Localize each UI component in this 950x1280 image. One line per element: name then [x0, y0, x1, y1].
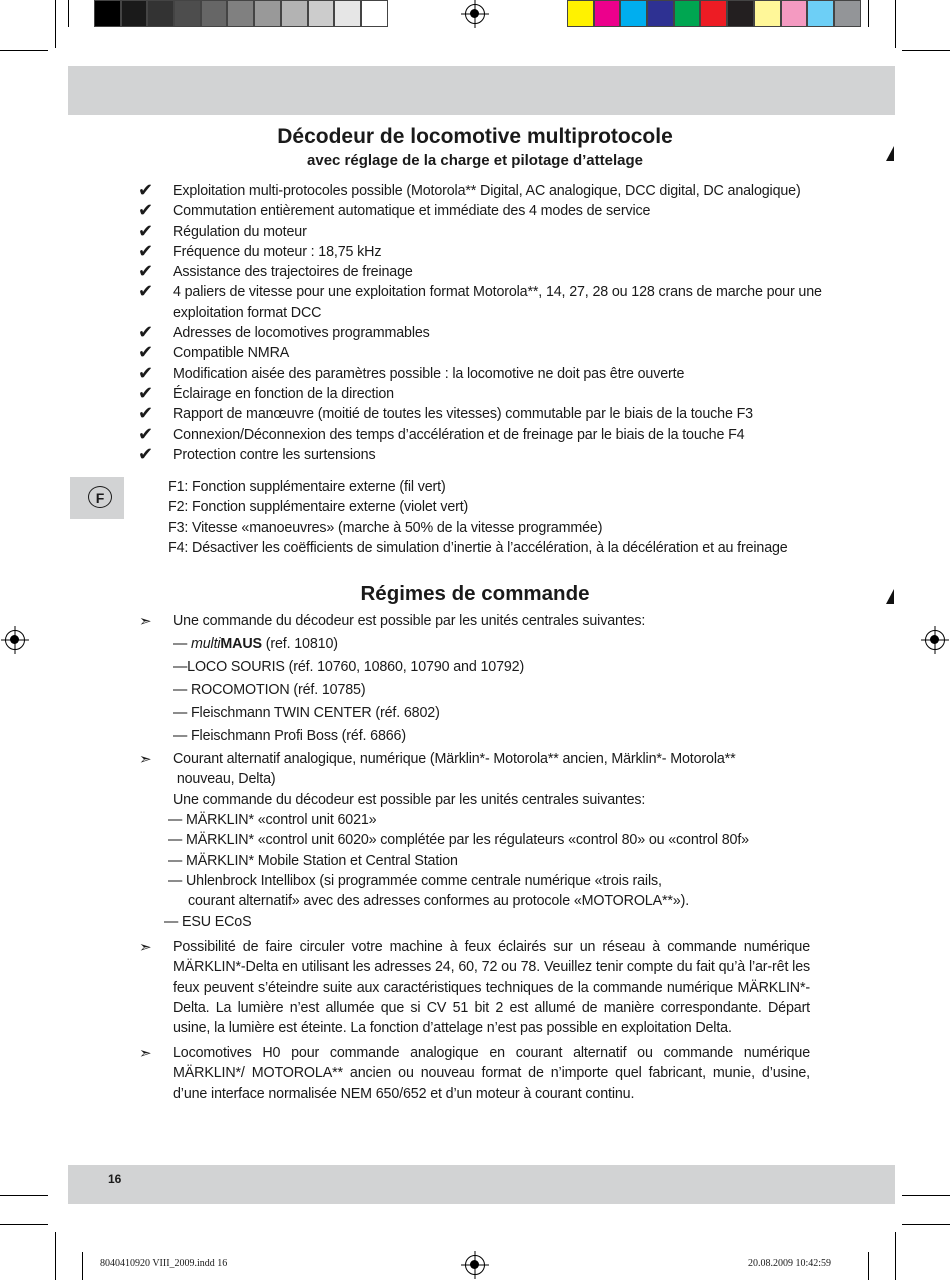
color-swatch — [807, 0, 834, 27]
registration-mark-icon — [465, 4, 485, 24]
check-icon: ✔ — [138, 240, 153, 261]
crop-mark — [0, 1224, 48, 1225]
crop-mark — [895, 1232, 896, 1280]
color-swatch — [754, 0, 781, 27]
color-swatch — [674, 0, 701, 27]
gray-swatch — [201, 0, 228, 27]
feature-text: Fréquence du moteur : 18,75 kHz — [173, 243, 382, 260]
gray-swatch — [94, 0, 121, 27]
check-icon: ✔ — [138, 382, 153, 403]
check-icon: ✔ — [138, 281, 153, 302]
check-icon: ✔ — [138, 423, 153, 444]
dcc-unit-item: — Fleischmann TWIN CENTER (réf. 6802) — [173, 705, 440, 722]
page-number: 16 — [108, 1172, 122, 1186]
check-icon: ✔ — [138, 443, 153, 464]
feature-text: Protection contre les surtensions — [173, 446, 376, 463]
feature-item — [138, 425, 828, 445]
gray-swatch — [334, 0, 361, 27]
page-title: Décodeur de locomotive multiprotocole — [277, 125, 673, 148]
color-calibration-bar — [567, 0, 861, 27]
crop-mark — [902, 1224, 950, 1225]
dcc-unit-item: —LOCO SOURIS (réf. 10760, 10860, 10790 and 10792) — [173, 659, 525, 676]
language-tab-label: F — [88, 486, 112, 508]
gray-swatch — [174, 0, 201, 27]
ac-block — [173, 749, 810, 810]
ac-line-2: nouveau, Delta) — [173, 771, 276, 788]
feature-text: Commutation entièrement automatique et immédiate des 4 modes de service — [173, 203, 651, 220]
multimaus-maus: MAUS — [220, 636, 262, 653]
function-key-item: F2: Fonction supplémentaire externe (violet vert) — [168, 499, 469, 516]
ac-unit-item: — Uhlenbrock Intellibox (si programmée comme centrale numérique «trois rails, — [168, 872, 662, 889]
registration-mark-icon — [5, 630, 25, 650]
dcc-unit-item: — ROCOMOTION (réf. 10785) — [173, 682, 366, 699]
ac-unit-item: — MÄRKLIN* Mobile Station et Central Station — [168, 852, 458, 869]
multimaus-multi: multi — [190, 636, 221, 653]
feature-text: Exploitation multi-protocoles possible (Motorola** Digital, AC analogique, DCC digital, DC analogique) — [173, 183, 801, 199]
feature-item — [138, 404, 828, 424]
color-swatch — [834, 0, 861, 27]
header-band — [68, 66, 895, 115]
check-icon: ✔ — [138, 362, 153, 383]
feature-text: 4 paliers de vitesse pour une exploitation format Motorola**, 14, 27, 28 ou 128 crans de marche pour une exploitation format DCC — [173, 284, 822, 321]
feature-item — [138, 323, 828, 343]
dcc-intro: Une commande du décodeur est possible par les unités centrales suivantes: — [173, 613, 646, 629]
crop-mark — [868, 1252, 869, 1280]
feature-item — [138, 343, 828, 363]
feature-item — [138, 282, 828, 323]
crop-mark — [68, 0, 69, 27]
gray-swatch — [227, 0, 254, 27]
color-swatch — [594, 0, 621, 27]
registration-mark-icon — [925, 630, 945, 650]
crop-mark — [0, 50, 48, 51]
color-swatch — [567, 0, 594, 27]
feature-text: Compatible NMRA — [173, 345, 290, 362]
section-title: Régimes de commande — [360, 582, 590, 605]
arrow-bullet-icon: ➣ — [139, 751, 152, 768]
arrow-bullet-icon: ➣ — [139, 939, 152, 956]
arrow-bullet-icon: ➣ — [139, 1045, 152, 1062]
check-icon: ✔ — [138, 200, 153, 221]
crop-mark — [868, 0, 869, 27]
print-timestamp: 20.08.2009 10:42:59 — [748, 1258, 832, 1269]
check-icon: ✔ — [138, 180, 153, 200]
gray-swatch — [147, 0, 174, 27]
function-key-item: F3: Vitesse «manoeuvres» (marche à 50% de la vitesse programmée) — [168, 519, 603, 536]
function-key-item: F1: Fonction supplémentaire externe (fil vert) — [168, 479, 446, 495]
crop-mark — [82, 1252, 83, 1280]
gray-swatch — [254, 0, 281, 27]
crop-mark — [902, 50, 950, 51]
gray-swatch — [281, 0, 308, 27]
ac-unit-item: — MÄRKLIN* «control unit 6020» complétée par les régulateurs «control 80» ou «control 80f» — [168, 832, 749, 849]
file-name: 8040410920 VIII_2009.indd 16 — [100, 1258, 228, 1269]
color-swatch — [620, 0, 647, 27]
multimaus-ref: (ref. 10810) — [261, 636, 338, 653]
feature-list — [138, 181, 828, 465]
feature-text: Régulation du moteur — [173, 223, 307, 240]
footer-band — [68, 1165, 895, 1204]
gray-calibration-bar — [94, 0, 388, 27]
feature-item — [138, 242, 828, 262]
check-icon: ✔ — [138, 220, 153, 241]
registration-mark-icon — [465, 1255, 485, 1275]
ac-line-1: Courant alternatif analogique, numérique (Märklin*- Motorola** ancien, Märklin*- Motorola** — [173, 751, 736, 767]
feature-text: Assistance des trajectoires de freinage — [173, 264, 413, 281]
feature-text: Rapport de manœuvre (moitié de toutes les vitesses) commutable par le biais de la touche F3 — [173, 406, 753, 423]
h0-paragraph: Locomotives H0 pour commande analogique en courant alternatif ou commande numérique MÄRKLIN*/ MOTOROLA** ancien ou nouveau format de n’importe quel fabricant, munie, d’usine, d’une interface normalisée NEM 650/652 et d’un moteur à courant continu. — [173, 1045, 810, 1102]
delta-paragraph: Possibilité de faire circuler votre machine à feux éclairés sur un réseau à commande numérique MÄRKLIN*-Delta en utilisant les adresses 24, 60, 72 ou 78. Veuillez tenir compte du fait qu’à l’ar-rêt les feux peuvent s’éteindre suite aux caractéristiques techniques de la commande numérique MÄRKLIN*-Delta. La lumière n’est allumée que si CV 51 bit 2 est allumé de manière correspondante. Départ usine, la lumière est éteinte. La fonction d’attelage n’est pas possible en exploitation Delta. — [173, 939, 810, 1037]
gray-swatch — [361, 0, 388, 27]
dcc-block — [173, 611, 810, 748]
feature-item — [138, 222, 828, 242]
check-icon: ✔ — [138, 342, 153, 363]
crop-mark — [55, 1232, 56, 1280]
page-subtitle: avec réglage de la charge et pilotage d’attelage — [307, 152, 643, 169]
language-tab — [70, 477, 124, 519]
color-swatch — [781, 0, 808, 27]
feature-item — [138, 384, 828, 404]
crop-mark — [0, 1195, 48, 1196]
feature-text: Éclairage en fonction de la direction — [173, 385, 394, 402]
ac-intro: Une commande du décodeur est possible par les unités centrales suivantes: — [173, 791, 646, 808]
feature-item — [138, 201, 828, 221]
dcc-unit-list — [173, 656, 810, 748]
color-swatch — [647, 0, 674, 27]
ac-unit-continuation: courant alternatif» avec des adresses conformes au protocole «MOTOROLA**»). — [188, 893, 690, 909]
multimaus-dash: — — [173, 636, 191, 653]
feature-text: Modification aisée des paramètres possible : la locomotive ne doit pas être ouverte — [173, 365, 685, 382]
check-icon: ✔ — [138, 261, 153, 282]
color-swatch — [700, 0, 727, 27]
function-key-item: F4: Désactiver les coëfficients de simulation d’inertie à l’accélération, à la décélération et au freinage — [168, 539, 788, 556]
dcc-unit-item: — Fleischmann Profi Boss (réf. 6866) — [173, 728, 406, 745]
function-key-list — [168, 477, 848, 558]
check-icon: ✔ — [138, 403, 153, 424]
gray-swatch — [308, 0, 335, 27]
crop-mark — [902, 1195, 950, 1196]
feature-item — [138, 364, 828, 384]
feature-text: Connexion/Déconnexion des temps d’accélération et de freinage par le biais de la touche F4 — [173, 426, 745, 443]
gray-swatch — [121, 0, 148, 27]
crop-mark — [895, 0, 896, 48]
color-swatch — [727, 0, 754, 27]
feature-text: Adresses de locomotives programmables — [173, 325, 430, 342]
ac-unit-item: — MÄRKLIN* «control unit 6021» — [168, 812, 377, 828]
arrow-bullet-icon: ➣ — [139, 613, 152, 630]
check-icon: ✔ — [138, 322, 153, 343]
feature-item — [138, 181, 828, 201]
ac-unit-last: — ESU ECoS — [164, 914, 252, 930]
multimaus-line — [173, 633, 810, 656]
feature-item — [138, 445, 828, 465]
crop-mark — [55, 0, 56, 48]
feature-item — [138, 262, 828, 282]
ac-unit-list — [168, 810, 818, 891]
